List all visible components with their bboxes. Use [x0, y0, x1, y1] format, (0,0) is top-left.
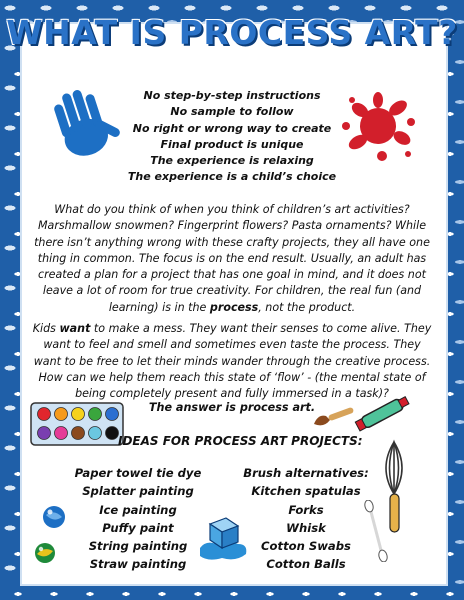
ideas-heading: IDEAS FOR PROCESS ART PROJECTS: [118, 434, 363, 448]
list-item: Puffy paint [102, 520, 174, 535]
list-item: Splatter painting [82, 484, 194, 499]
bullet-item: The experience is relaxing [150, 154, 314, 168]
list-item: Brush alternatives: [243, 466, 369, 480]
paragraph-text: What do you think of when you think of children’s art activities? Marshmallow snowmen? Fingerprint flowers? Pasta ornaments? While there isn’t anything wrong with these crafty projects, they all have one thing in common. The focus is on the end result. Usually, an adult has created a plan for a project that has one goal in mind, and it does not leave a lot of room for true creativity. For children, the real fun (and learning) is in the [34, 203, 430, 314]
ideas-list-right [236, 464, 376, 574]
list-item: String painting [88, 539, 188, 554]
ice-cube-puddle-icon [196, 512, 250, 564]
page-title: WHAT IS PROCESS ART? [6, 13, 458, 52]
blue-marble-icon [42, 505, 66, 529]
list-item: Straw painting [89, 557, 187, 572]
intro-paragraph [30, 202, 434, 316]
answer-text: The answer is process art. [148, 401, 316, 414]
list-item: Ice painting [99, 502, 177, 517]
paragraph-text: , not the product. [258, 300, 356, 314]
list-item: Paper towel tie dye [74, 466, 202, 480]
list-item: Cotton Swabs [261, 539, 351, 554]
bullet-item: The experience is a child’s choice [127, 170, 337, 184]
list-item: Kitchen spatulas [251, 484, 361, 499]
green-marble-icon [34, 542, 56, 564]
list-item: Forks [288, 502, 324, 517]
cotton-swab-icon [362, 500, 390, 562]
emphasis-want: want [59, 322, 91, 335]
process-art-bullets [90, 88, 374, 186]
list-item: Cotton Balls [266, 557, 346, 572]
paragraph-text: Kids [32, 322, 60, 335]
bullet-item: No sample to follow [170, 105, 294, 119]
bullet-item: No right or wrong way to create [132, 121, 332, 135]
bullet-item: No step-by-step instructions [143, 89, 321, 102]
paragraph-text: to make a mess. They want their senses to come alive. They want to feel and smell and sometimes even taste the process. They want to be free to let their minds wander through the creative process. How can we help them reach this state of ‘flow’ - (the mental state of being completely present and fully immersed in a task)? [33, 322, 432, 401]
emphasis-process: process [209, 300, 259, 314]
bullet-item: Final product is unique [160, 137, 304, 151]
watercolor-palette-icon [30, 402, 124, 446]
list-item: Whisk [286, 520, 326, 535]
kids-paragraph [30, 321, 434, 402]
paint-tube-icon [350, 392, 420, 432]
